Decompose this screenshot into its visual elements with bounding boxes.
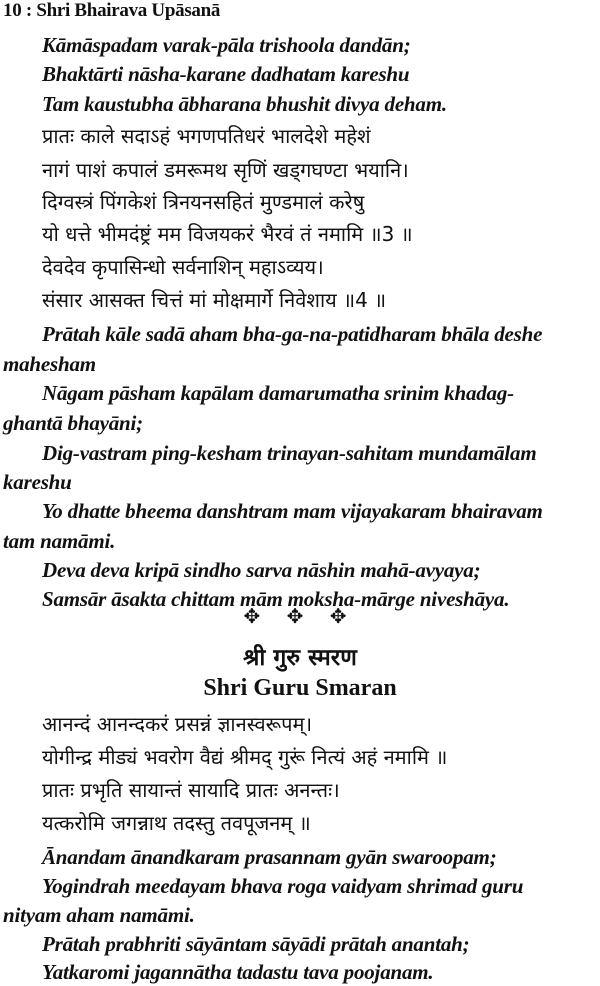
translit-line: Prātah prabhriti sāyāntam sāyādi prātah anantah;	[42, 932, 470, 956]
running-head: 10 : Shri Bhairava Upāsanā	[3, 0, 221, 21]
translit-line: ghantā bhayāni;	[3, 411, 143, 435]
translit-line: Deva deva kripā sindho sarva nāshin mahā-avyaya;	[42, 558, 481, 582]
translit-line: Ānandam ānandkaram prasannam gyān swaroopam;	[42, 845, 497, 869]
translit-line: Yogindrah meedayam bhava roga vaidyam shrimad guru	[42, 874, 524, 898]
sanskrit-line: यत्करोमि जगन्नाथ तदस्तु तवपूजनम् ॥	[42, 811, 311, 835]
verse-line: Kāmāspadam varak-pāla trishoola dandān;	[42, 33, 411, 57]
translit-line: Samsār āsakta chittam mām moksha-mārge niveshāya.	[42, 587, 510, 611]
translit-line: Prātah kāle sadā aham bha-ga-na-patidharam bhāla deshe	[42, 322, 543, 346]
sanskrit-line: दिग्वस्त्रं पिंगकेशं त्रिनयनसहितं मुण्डमालं करेषु	[42, 190, 365, 214]
sanskrit-line: देवदेव कृपासिन्धो सर्वनाशिन् महाऽव्यय।	[42, 255, 324, 279]
translit-line: nityam aham namāmi.	[3, 903, 195, 927]
translit-line: Dig-vastram ping-kesham trinayan-sahitam mundamālam	[42, 441, 537, 465]
verse-line: Tam kaustubha ābharana bhushit divya deham.	[42, 92, 447, 116]
sanskrit-line: प्रातः काले सदाऽहं भगणपतिधरं भालदेशे महेशं	[42, 124, 371, 148]
translit-line: Yo dhatte bheema danshtram mam vijayakaram bhairavam	[42, 499, 543, 523]
translit-line: mahesham	[3, 352, 96, 376]
translit-line: Yatkaromi jagannātha tadastu tava poojanam.	[42, 960, 434, 984]
sanskrit-line: नागं पाशं कपालं डमरूमथ सृणिं खड्गघण्टा भयानि।	[42, 158, 409, 182]
sanskrit-line: आनन्दं आनन्दकरं प्रसन्नं ज्ञानस्वरूपम्।	[42, 712, 313, 736]
ornament-divider-icon: ✥ ✥ ✥	[243, 604, 357, 628]
translit-line: Nāgam pāsham kapālam damarumatha srinim khadag-	[42, 381, 514, 405]
sanskrit-line: योगीन्द्र मीड्यं भवरोग वैद्यं श्रीमद् गुरूं नित्यं अहं नमामि ॥	[42, 745, 448, 769]
section-title: Shri Guru Smaran	[203, 675, 397, 701]
translit-line: kareshu	[3, 470, 72, 494]
sanskrit-line: प्रातः प्रभृति सायान्तं सायादि प्रातः अनन्तः।	[42, 778, 340, 802]
sanskrit-line: संसार आसक्त चित्तं मां मोक्षमार्गे निवेशाय ॥4 ॥	[42, 288, 387, 312]
sanskrit-line: यो धत्ते भीमदंष्ट्रं मम विजयकरं भैरवं तं नमामि ॥3 ॥	[42, 222, 413, 246]
section-title-sanskrit: श्री गुरु स्मरण	[243, 645, 357, 671]
verse-line: Bhaktārti nāsha-karane dadhatam kareshu	[42, 62, 410, 86]
translit-line: tam namāmi.	[3, 529, 116, 553]
